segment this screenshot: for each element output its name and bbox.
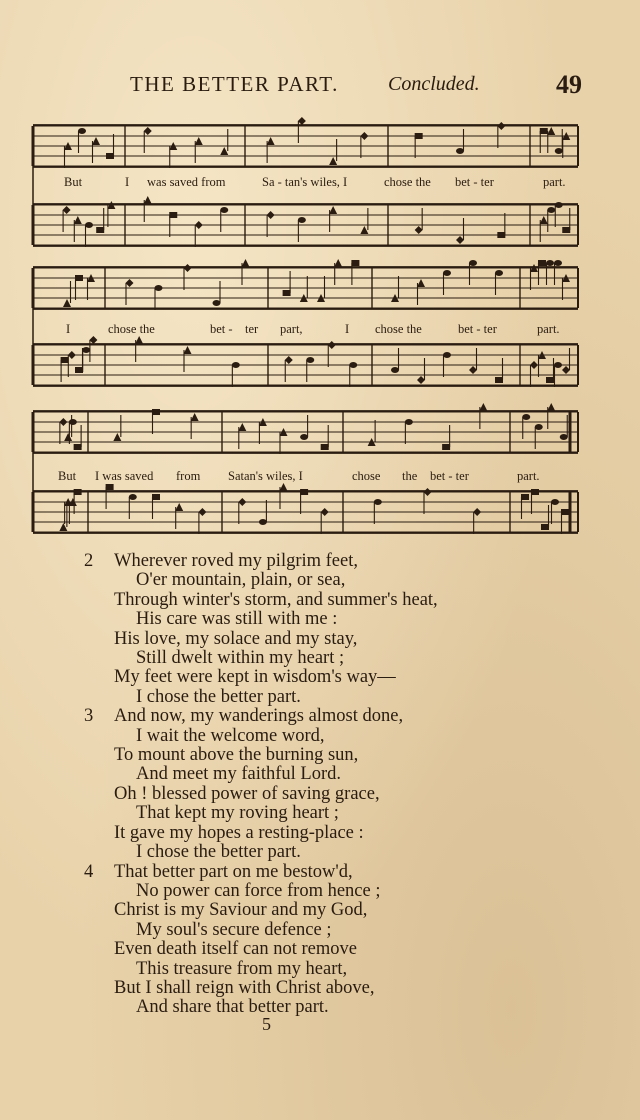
lyric-syllable: part. — [517, 469, 540, 483]
shape-note-triangle — [64, 433, 72, 441]
verse-text: Even death itself can not remove — [114, 939, 357, 960]
verse-line — [80, 591, 600, 610]
shape-note-round — [547, 207, 555, 213]
shape-note-triangle — [417, 279, 425, 287]
shape-note-triangle — [220, 147, 228, 155]
verse-first-line — [80, 707, 600, 726]
shape-note-diamond — [195, 221, 203, 229]
verse-line — [80, 843, 600, 862]
shape-note-round — [554, 362, 562, 368]
shape-note-triangle — [135, 336, 143, 344]
shape-note-diamond — [473, 508, 481, 516]
shape-note-diamond — [198, 508, 206, 516]
shape-note-round — [555, 202, 563, 208]
shape-note-diamond — [68, 351, 76, 359]
shape-note-triangle — [280, 483, 288, 491]
verse-text: Wherever roved my pilgrim feet, — [114, 551, 358, 571]
verse-text: And share that better part. — [136, 997, 329, 1018]
shape-note-round — [232, 362, 240, 368]
shape-note-square — [74, 489, 82, 495]
lyric-syllable: part. — [537, 322, 560, 336]
shape-note-square — [415, 133, 423, 139]
verse-line — [80, 940, 600, 959]
shape-note-triangle — [144, 196, 152, 204]
shape-note-round — [443, 270, 451, 276]
shape-note-diamond — [360, 132, 368, 140]
shape-note-diamond — [267, 211, 275, 219]
verse-number: 3 — [84, 706, 94, 727]
shape-note-round — [535, 424, 543, 430]
shape-note-diamond — [424, 488, 432, 496]
verse-line — [80, 727, 600, 746]
lyric-syllable: bet - ter — [458, 322, 497, 336]
shape-note-round — [220, 207, 228, 213]
shape-note-triangle — [63, 299, 71, 307]
shape-note-square — [521, 494, 529, 500]
shape-note-round — [522, 414, 530, 420]
shape-note-round — [443, 352, 451, 358]
verse-line — [80, 979, 600, 998]
verse-number: 2 — [84, 551, 94, 571]
shape-note-triangle — [360, 226, 368, 234]
shape-note-round — [554, 260, 562, 266]
shape-note-square — [106, 153, 114, 159]
shape-note-diamond — [417, 376, 425, 384]
shape-note-round — [259, 519, 267, 525]
shape-note-diamond — [63, 206, 71, 214]
shape-note-triangle — [184, 346, 192, 354]
shape-note-round — [129, 494, 137, 500]
shape-note-square — [96, 227, 104, 233]
shape-note-triangle — [92, 137, 100, 145]
verse-line — [80, 630, 600, 649]
page-title: THE BETTER PART. — [130, 72, 339, 96]
verse-text: O'er mountain, plain, or sea, — [136, 570, 346, 591]
lyric-syllable: from — [176, 469, 201, 483]
verse-text: It gave my hopes a resting-place : — [114, 822, 364, 843]
verse-line — [80, 649, 600, 668]
shape-note-diamond — [456, 236, 464, 244]
shape-note-round — [69, 419, 77, 425]
shape-note-square — [300, 489, 308, 495]
shape-note-square — [562, 227, 570, 233]
shape-note-square — [541, 524, 549, 530]
shape-note-diamond — [59, 418, 67, 426]
shape-note-square — [321, 444, 329, 450]
lyric-syllable: I — [345, 322, 350, 336]
shape-note-round — [551, 499, 559, 505]
shape-note-triangle — [540, 216, 548, 224]
shape-note-round — [213, 300, 221, 306]
lyric-syllable: Satan's wiles, I — [228, 469, 303, 483]
hymn-verses — [80, 552, 600, 1018]
verse-first-line — [80, 863, 600, 882]
shape-note-square — [561, 509, 569, 515]
verse-line — [80, 901, 600, 920]
verse-text: No power can force from hence ; — [136, 880, 381, 901]
verse-first-line — [80, 552, 600, 571]
lyric-syllable: bet - ter — [455, 175, 494, 189]
lyric-syllable: I was saved — [95, 469, 154, 483]
shape-note-round — [456, 148, 464, 154]
shape-note-triangle — [113, 433, 121, 441]
shape-note-diamond — [89, 336, 97, 344]
shape-note-diamond — [415, 226, 423, 234]
shape-note-square — [75, 275, 83, 281]
shape-note-diamond — [328, 341, 336, 349]
lyric-syllable: part. — [543, 175, 566, 189]
lyric-syllable: was saved from — [147, 175, 226, 189]
shape-note-round — [469, 260, 477, 266]
shape-note-round — [298, 217, 306, 223]
verse-line — [80, 998, 600, 1017]
shape-note-diamond — [144, 127, 152, 135]
shape-note-triangle — [191, 413, 199, 421]
signature-mark: 5 — [262, 1014, 271, 1034]
shape-note-diamond — [184, 264, 192, 272]
lyric-syllable: I — [66, 322, 71, 336]
lyric-syllable: But — [64, 175, 83, 189]
shape-note-round — [546, 260, 554, 266]
shape-note-round — [85, 222, 93, 228]
shape-note-square — [152, 409, 160, 415]
verse-text: His love, my solace and my stay, — [114, 628, 358, 649]
shape-note-triangle — [238, 423, 246, 431]
verse-text: But I shall reign with Christ above, — [114, 977, 375, 998]
shape-note-round — [349, 362, 357, 368]
shape-note-round — [300, 434, 308, 440]
shape-note-round — [405, 419, 413, 425]
verse-line — [80, 668, 600, 687]
shape-note-square — [106, 484, 114, 490]
shape-note-diamond — [469, 366, 477, 374]
shape-note-square — [74, 444, 82, 450]
verse-text: Through winter's storm, and summer's heat, — [114, 589, 438, 610]
verse-line — [80, 882, 600, 901]
shape-note-square — [152, 494, 160, 500]
verse-line — [80, 921, 600, 940]
verse-line — [80, 804, 600, 823]
shape-note-triangle — [74, 216, 82, 224]
shape-note-round — [78, 128, 86, 134]
verse-text: And meet my faithful Lord. — [136, 764, 341, 785]
lyric-syllable: chose the — [108, 322, 155, 336]
page-subtitle: Concluded. — [388, 73, 480, 95]
shape-note-square — [169, 212, 177, 218]
shape-note-triangle — [329, 206, 337, 214]
shape-note-square — [75, 367, 83, 373]
shape-note-diamond — [285, 356, 293, 364]
shape-note-round — [374, 499, 382, 505]
verse-text: I chose the better part. — [136, 686, 301, 707]
shape-note-square — [442, 444, 450, 450]
shape-note-round — [495, 270, 503, 276]
shape-note-square — [351, 260, 359, 266]
shape-note-round — [155, 285, 163, 291]
verse-text: This treasure from my heart, — [136, 958, 348, 979]
verse-text: I wait the welcome word, — [136, 725, 325, 746]
verse-line — [80, 824, 600, 843]
verse-text: My feet were kept in wisdom's way— — [114, 667, 396, 688]
shape-note-triangle — [59, 523, 67, 531]
verse-text: Oh ! blessed power of saving grace, — [114, 783, 380, 804]
shape-note-triangle — [547, 127, 555, 135]
verse-line — [80, 571, 600, 590]
shape-note-round — [306, 357, 314, 363]
verse-line — [80, 785, 600, 804]
shape-note-diamond — [126, 279, 134, 287]
shape-note-round — [391, 367, 399, 373]
shape-note-triangle — [242, 259, 250, 267]
shape-note-square — [61, 357, 69, 363]
shape-note-round — [555, 148, 563, 154]
verse-line — [80, 746, 600, 765]
shape-note-triangle — [175, 503, 183, 511]
shape-note-round — [560, 434, 568, 440]
lyric-syllable: chose the — [384, 175, 431, 189]
verse-text: His care was still with me : — [136, 609, 338, 630]
verse-text: Still dwelt within my heart ; — [136, 648, 345, 669]
shape-note-diamond — [530, 361, 538, 369]
verse-text: That kept my roving heart ; — [136, 803, 339, 824]
page-number: 49 — [556, 70, 582, 99]
lyric-syllable: chose the — [375, 322, 422, 336]
lyric-syllable: I — [125, 175, 130, 189]
shape-note-square — [495, 377, 503, 383]
verse-line — [80, 765, 600, 784]
shape-note-triangle — [479, 403, 487, 411]
shape-note-diamond — [238, 498, 246, 506]
verse-text: I chose the better part. — [136, 842, 301, 863]
shape-note-triangle — [329, 157, 337, 165]
verse-text: To mount above the burning sun, — [114, 745, 359, 766]
shape-note-diamond — [562, 366, 570, 374]
verse-text: Christ is my Saviour and my God, — [114, 900, 368, 921]
lyric-syllable: bet - ter — [430, 469, 469, 483]
shape-note-diamond — [497, 122, 505, 130]
verse-line — [80, 610, 600, 629]
shape-note-triangle — [547, 403, 555, 411]
shape-note-square — [540, 128, 548, 134]
lyric-syllable: part, — [280, 322, 303, 336]
verse-line — [80, 960, 600, 979]
shape-note-square — [283, 290, 291, 296]
lyric-syllable: the — [402, 469, 418, 483]
verse-text: That better part on me bestow'd, — [114, 861, 353, 882]
shape-note-square — [546, 377, 554, 383]
lyric-syllable: bet - — [210, 322, 233, 336]
verse-number: 4 — [84, 861, 94, 882]
shape-note-diamond — [298, 117, 306, 125]
verse-text: My soul's secure defence ; — [136, 919, 332, 940]
lyric-syllable: Sa - tan's wiles, I — [262, 175, 348, 189]
shape-note-triangle — [267, 137, 275, 145]
shape-note-square — [538, 260, 546, 266]
lyric-syllable: chose — [352, 469, 381, 483]
verse-line — [80, 688, 600, 707]
verse-text: And now, my wanderings almost done, — [114, 706, 404, 727]
shape-note-square — [531, 489, 539, 495]
shape-note-square — [497, 232, 505, 238]
shape-note-triangle — [195, 137, 203, 145]
shape-note-round — [82, 347, 90, 353]
lyric-syllable: But — [58, 469, 77, 483]
shape-note-diamond — [321, 508, 329, 516]
shape-note-triangle — [334, 259, 342, 267]
lyric-syllable: ter — [245, 322, 259, 336]
